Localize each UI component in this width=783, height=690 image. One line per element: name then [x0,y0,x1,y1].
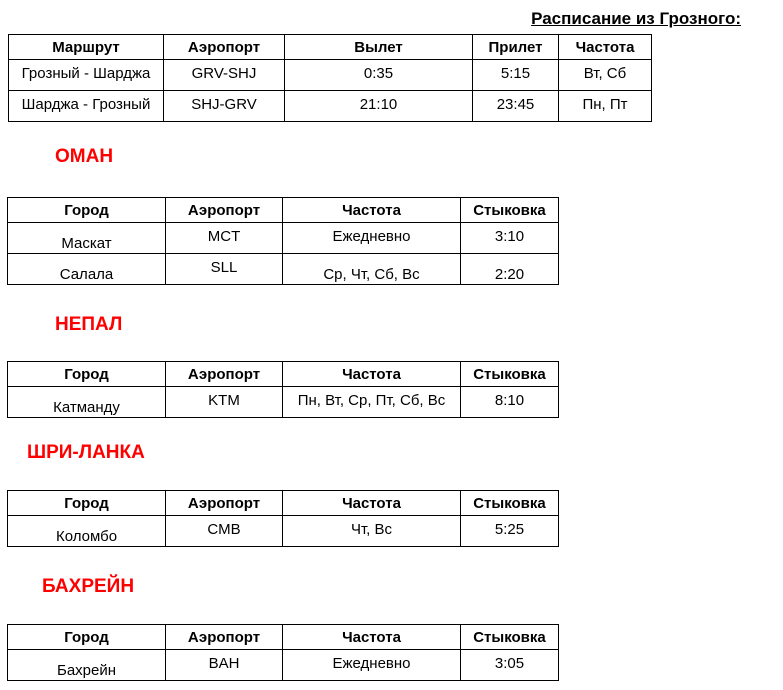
header-cell: Аэропорт [164,35,285,60]
table-cell: Чт, Вс [283,516,461,547]
table-cell: Маскат [8,223,166,254]
nepal-table [7,361,559,418]
table-cell: Вт, Сб [559,60,652,91]
header-cell: Стыковка [461,198,559,223]
table-cell: 8:10 [461,387,559,418]
table-cell: Коломбо [8,516,166,547]
bahrain-table [7,624,559,681]
header-cell: Аэропорт [166,198,283,223]
table-cell: Салала [8,254,166,285]
table-header-row [8,491,559,516]
table-cell: 5:25 [461,516,559,547]
table-cell: Бахрейн [8,650,166,681]
table-cell: Грозный - Шарджа [9,60,164,91]
header-cell: Частота [283,362,461,387]
table-cell: SHJ-GRV [164,91,285,122]
header-cell: Частота [283,491,461,516]
table-row [9,91,652,122]
table-cell: 23:45 [473,91,559,122]
table-row [8,650,559,681]
table-cell: Катманду [8,387,166,418]
page-title: Расписание из Грозного: [531,9,741,28]
table-cell: SLL [166,254,283,285]
header-cell: Стыковка [461,491,559,516]
table-cell: BAH [166,650,283,681]
sri-lanka-table [7,490,559,547]
header-cell: Частота [283,198,461,223]
section-title-bahrain: БАХРЕЙН [42,576,135,597]
table-cell: Пн, Вт, Ср, Пт, Сб, Вс [283,387,461,418]
table-row [8,516,559,547]
section-title-sri-lanka: ШРИ-ЛАНКА [27,442,145,463]
table-cell: CMB [166,516,283,547]
header-cell: Город [8,198,166,223]
table-header-row [9,35,652,60]
header-cell: Город [8,491,166,516]
table-row [9,60,652,91]
table-cell: 3:10 [461,223,559,254]
table-header-row [8,625,559,650]
header-cell: Город [8,362,166,387]
table-row [8,223,559,254]
header-cell: Стыковка [461,625,559,650]
header-cell: Частота [559,35,652,60]
table-cell: GRV-SHJ [164,60,285,91]
table-cell: Ежедневно [283,650,461,681]
header-cell: Город [8,625,166,650]
header-cell: Прилет [473,35,559,60]
header-cell: Аэропорт [166,491,283,516]
header-cell: Маршрут [9,35,164,60]
header-cell: Аэропорт [166,625,283,650]
header-cell: Вылет [285,35,473,60]
main-schedule-table [8,34,652,122]
table-cell: MCT [166,223,283,254]
table-cell: 2:20 [461,254,559,285]
oman-table [7,197,559,285]
table-cell: 5:15 [473,60,559,91]
table-row [8,387,559,418]
header-cell: Стыковка [461,362,559,387]
table-row [8,254,559,285]
table-cell: Ежедневно [283,223,461,254]
table-header-row [8,198,559,223]
table-cell: 0:35 [285,60,473,91]
section-title-oman: ОМАН [55,146,114,167]
table-cell: Ср, Чт, Сб, Вс [283,254,461,285]
table-cell: Пн, Пт [559,91,652,122]
table-cell: 3:05 [461,650,559,681]
table-cell: 21:10 [285,91,473,122]
table-cell: Шарджа - Грозный [9,91,164,122]
table-header-row [8,362,559,387]
header-cell: Частота [283,625,461,650]
header-cell: Аэропорт [166,362,283,387]
section-title-nepal: НЕПАЛ [55,314,123,335]
table-cell: KTM [166,387,283,418]
